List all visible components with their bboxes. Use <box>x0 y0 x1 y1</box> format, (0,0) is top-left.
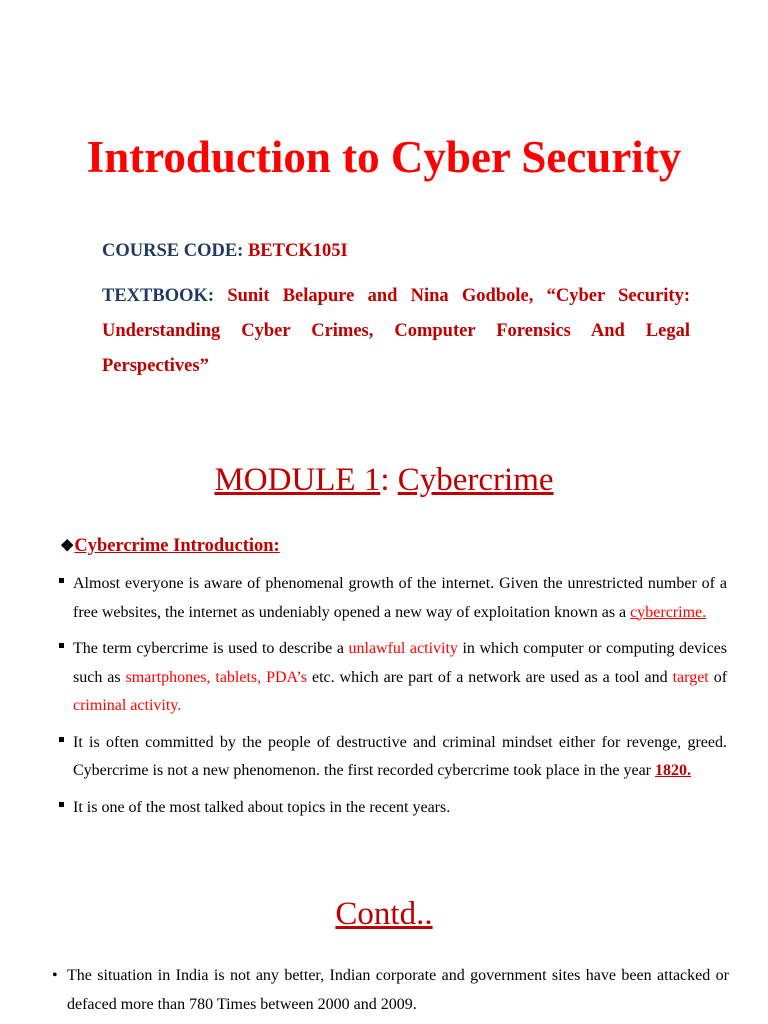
module-number: MODULE 1 <box>214 462 381 498</box>
contd-heading: Contd.. <box>335 896 433 932</box>
square-bullet-icon <box>59 737 64 742</box>
square-bullet-icon <box>59 578 64 583</box>
intro-bullet-list <box>0 570 768 830</box>
course-code <box>102 237 690 265</box>
list-item <box>52 962 729 1019</box>
section-heading <box>60 533 280 560</box>
bullet-text: It is often committed by the people of destructive and criminal mindset either for revenge, greed. Cybercrime is not a new phenomenon. the first recorded cybercrime took place in the year <box>73 733 727 779</box>
square-bullet-icon <box>59 802 64 807</box>
section-heading-text: Cybercrime Introduction: <box>74 536 280 556</box>
bullet-text: of <box>708 668 728 686</box>
highlight-target: target <box>672 668 709 686</box>
module-heading <box>0 458 768 502</box>
bullet-text: etc. which are part of a network are used as a tool and <box>307 668 673 686</box>
contd-bullet-list <box>0 962 768 1019</box>
bullet-text: The situation in India is not any better, Indian corporate and government sites have been attacked or defaced more than 780 Times between 2000 and 2009. <box>67 967 729 1013</box>
list-item <box>73 729 727 786</box>
dot-bullet-icon: • <box>52 967 58 984</box>
highlight-devices: smartphones, tablets, PDA’s <box>125 668 308 686</box>
page-title: Introduction to Cyber Security <box>86 132 682 182</box>
list-item <box>73 635 727 721</box>
highlight-unlawful-activity: unlawful activity <box>348 640 458 657</box>
course-code-value: BETCK105I <box>247 241 348 261</box>
diamond-bullet-icon: ❖ <box>60 538 75 555</box>
list-item <box>73 794 727 823</box>
textbook-label: TEXTBOOK: <box>102 286 215 306</box>
bullet-text: Almost everyone is aware of phenomenal growth of the internet. Given the unrestricted number of a free websites, the internet as undeniably opened a new way of exploitation known as a <box>73 575 727 621</box>
highlight-year: 1820. <box>655 762 691 779</box>
module-separator: : <box>380 462 390 498</box>
bullet-text: in which computer or computing devices such as <box>73 640 728 686</box>
bullet-text: The term cybercrime is used to describe a <box>73 640 349 657</box>
bullet-text: It is one of the most talked about topics in the recent years. <box>73 798 451 816</box>
highlight-criminal-activity: criminal activity. <box>73 697 182 714</box>
textbook-value: Sunit Belapure and Nina Godbole, “Cyber Security: Understanding Cyber Crimes, Computer Forensics And Legal Perspectives” <box>102 286 691 376</box>
list-item <box>73 570 727 627</box>
highlight-cybercrime: cybercrime. <box>630 603 707 621</box>
square-bullet-icon <box>59 643 64 648</box>
course-code-label: COURSE CODE: <box>102 241 244 261</box>
textbook <box>102 279 690 384</box>
module-name: Cybercrime <box>397 462 554 498</box>
